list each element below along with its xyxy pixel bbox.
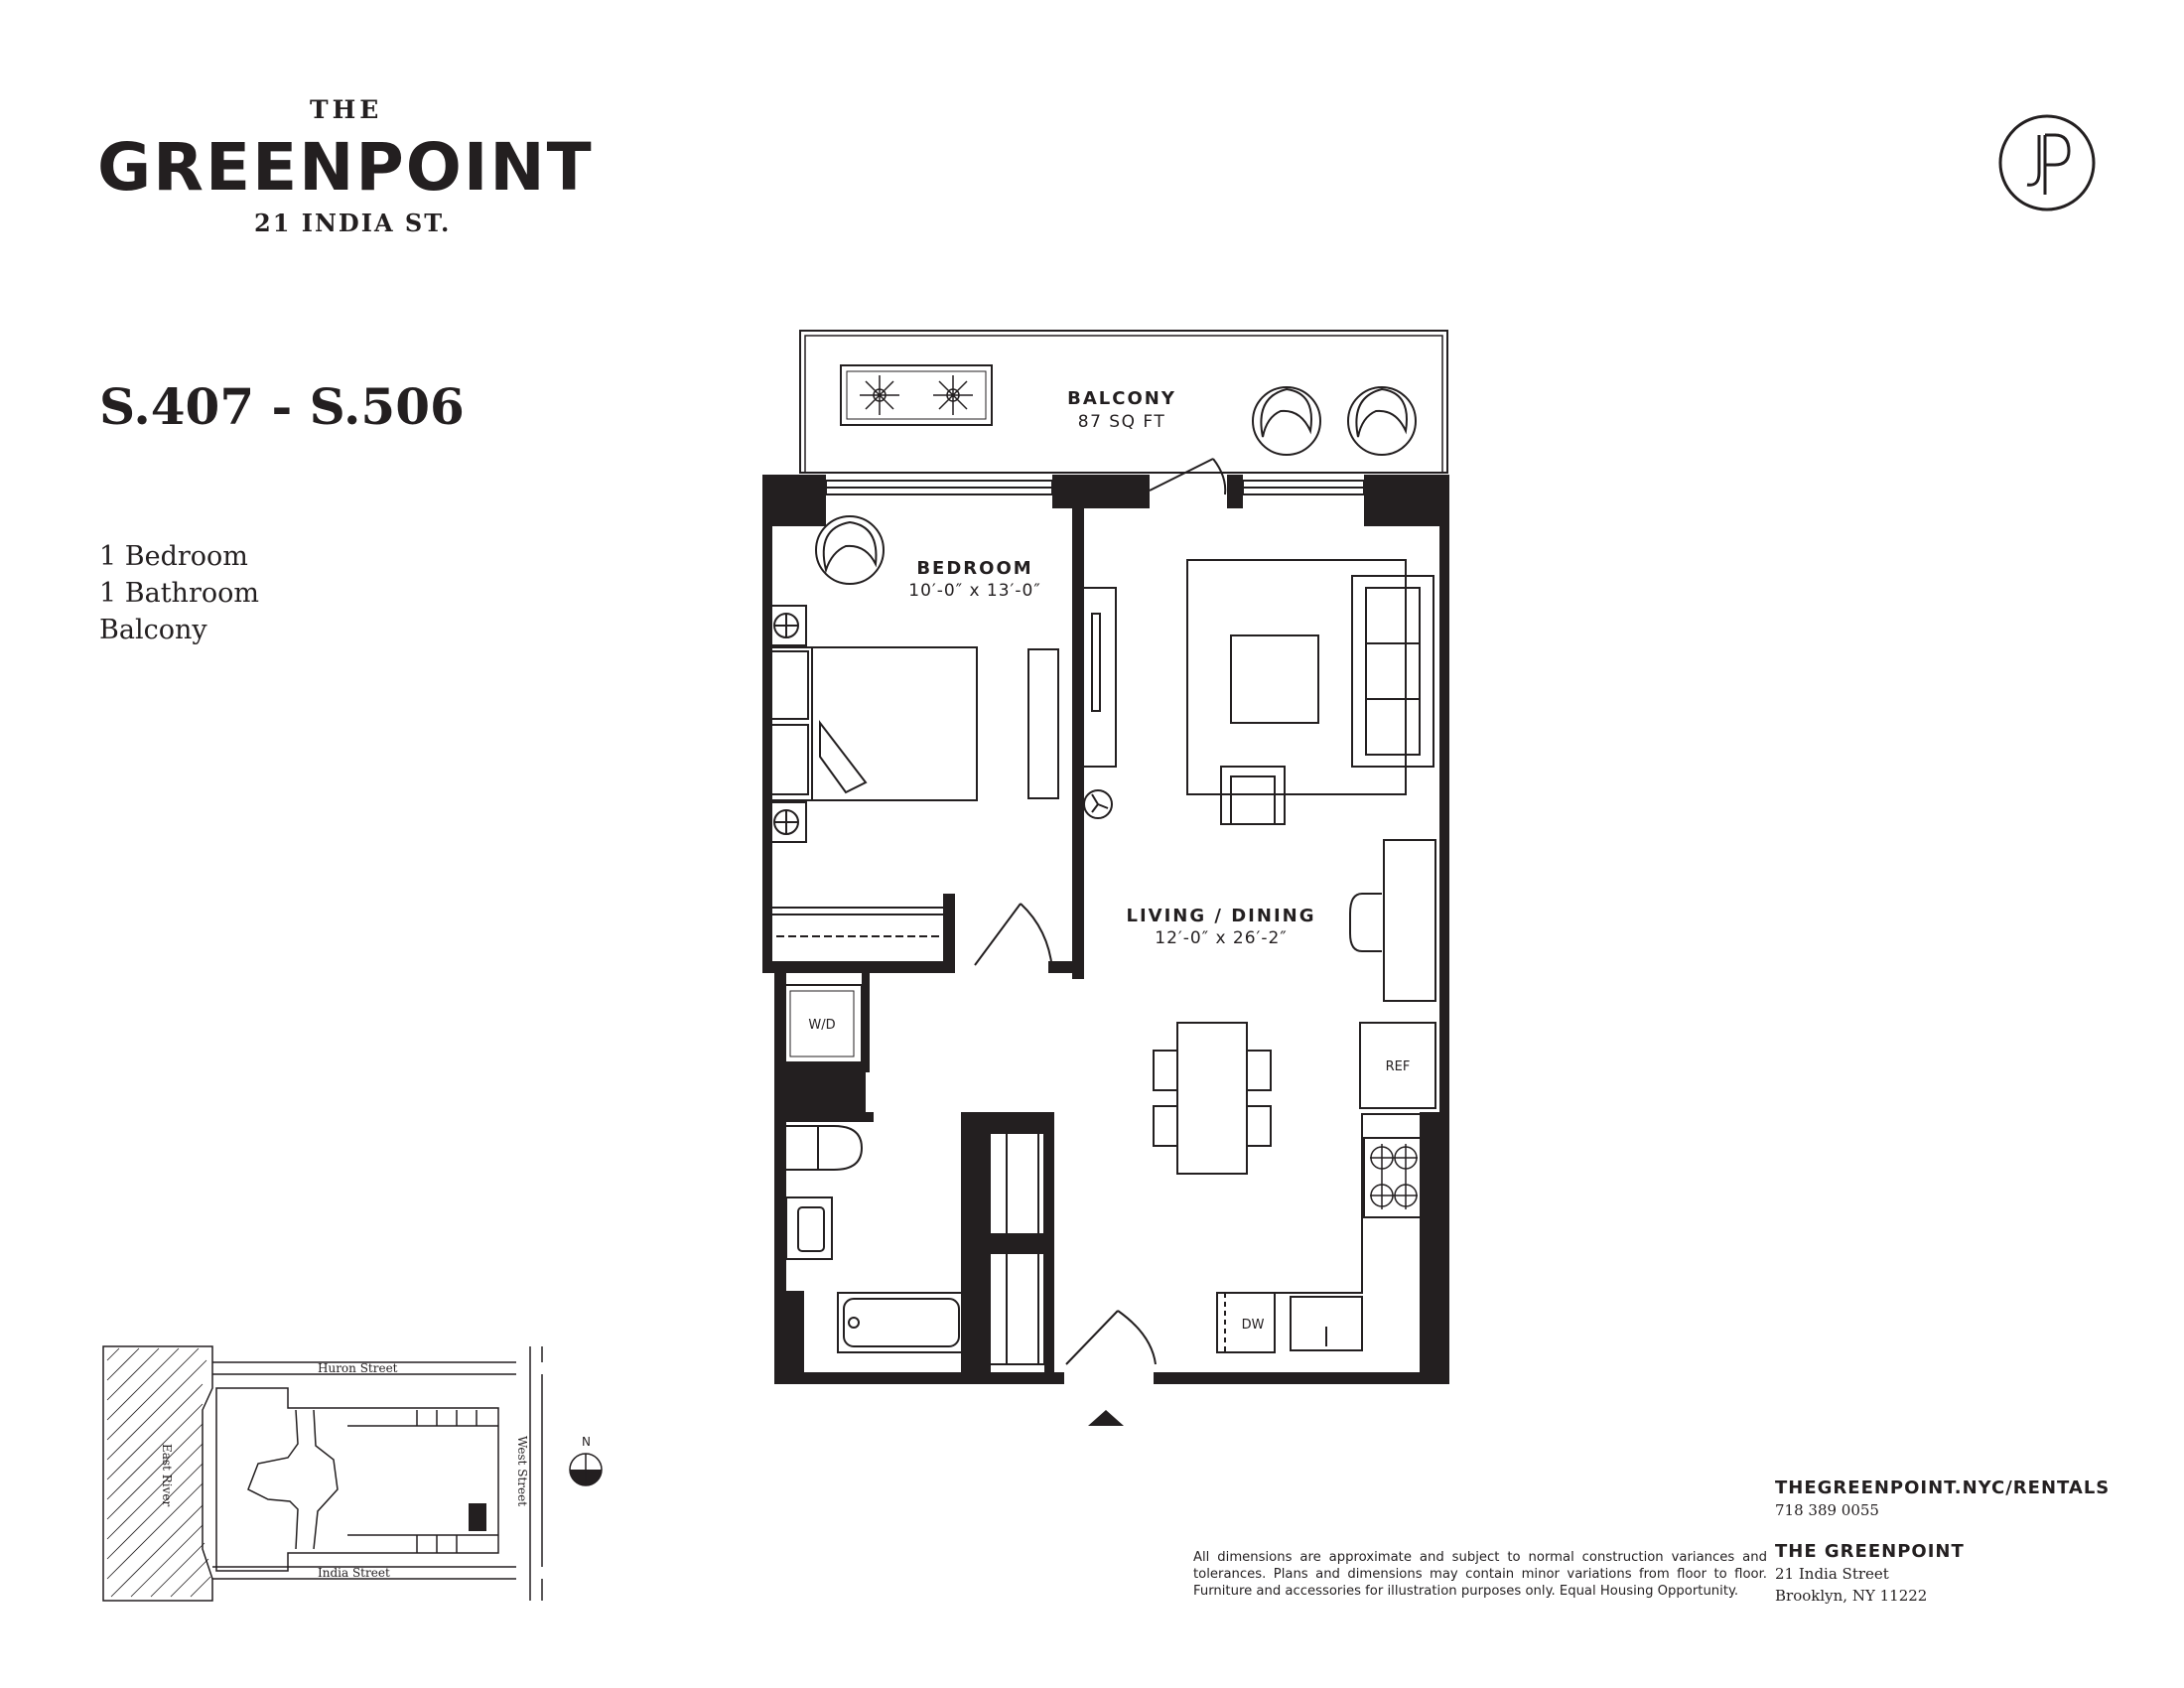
balcony-chair-2 bbox=[1348, 387, 1416, 455]
east-river-label: East River bbox=[160, 1444, 174, 1507]
river-area bbox=[103, 1346, 212, 1601]
brand-address: 21 INDIA ST. bbox=[254, 209, 452, 237]
phone-number: 718 389 0055 bbox=[1775, 1501, 1879, 1519]
stove bbox=[1364, 1138, 1424, 1217]
coffee-table bbox=[1231, 635, 1318, 723]
huron-street-label: Huron Street bbox=[318, 1361, 398, 1375]
north-label: N bbox=[582, 1435, 591, 1449]
disclaimer-text: All dimensions are approximate and subject to normal construction variances and tolerances. Plans and dimensions may contain minor variations from floor to floor. Furniture and accessories for illustration purposes only. Equal Housing Opportunity. bbox=[1193, 1550, 1767, 1599]
feature-balcony: Balcony bbox=[99, 615, 207, 645]
dresser bbox=[1028, 649, 1058, 798]
ref-label: REF bbox=[1385, 1059, 1411, 1074]
unit-location-marker bbox=[469, 1503, 486, 1531]
key-map bbox=[95, 1336, 631, 1614]
dining-table bbox=[1177, 1023, 1247, 1174]
floor-plan bbox=[735, 318, 1469, 1430]
wd-label: W/D bbox=[808, 1018, 836, 1033]
feature-bedroom: 1 Bedroom bbox=[99, 541, 248, 572]
dw-label: DW bbox=[1241, 1318, 1265, 1333]
living-label: LIVING / DINING bbox=[1126, 906, 1316, 926]
balcony-size: 87 SQ FT bbox=[1077, 412, 1166, 432]
west-street-label: West Street bbox=[515, 1436, 529, 1507]
balcony-label: BALCONY bbox=[1067, 388, 1176, 409]
india-street-label: India Street bbox=[318, 1566, 390, 1580]
entry-arrow-icon bbox=[1088, 1410, 1124, 1426]
brand-the: THE bbox=[310, 95, 383, 124]
sofa bbox=[1352, 576, 1433, 767]
bathtub bbox=[838, 1293, 965, 1352]
rug bbox=[1187, 560, 1406, 794]
contact-city: Brooklyn, NY 11222 bbox=[1775, 1587, 1928, 1605]
jp-logo-icon bbox=[1995, 111, 2099, 214]
bedroom-chair bbox=[816, 516, 884, 584]
bedroom-dims: 10′-0″ x 13′-0″ bbox=[908, 581, 1041, 601]
website-link[interactable]: THEGREENPOINT.NYC/RENTALS bbox=[1775, 1477, 2111, 1498]
unit-range-title: S.407 - S.506 bbox=[99, 377, 465, 436]
bedroom-label: BEDROOM bbox=[916, 558, 1033, 579]
desk bbox=[1384, 840, 1435, 1001]
brand-name: GREENPOINT bbox=[97, 129, 594, 206]
contact-street: 21 India Street bbox=[1775, 1565, 1889, 1583]
balcony-chair-1 bbox=[1253, 387, 1320, 455]
feature-bathroom: 1 Bathroom bbox=[99, 578, 259, 609]
living-dims: 12′-0″ x 26′-2″ bbox=[1155, 928, 1288, 948]
contact-name: THE GREENPOINT bbox=[1775, 1541, 1965, 1562]
